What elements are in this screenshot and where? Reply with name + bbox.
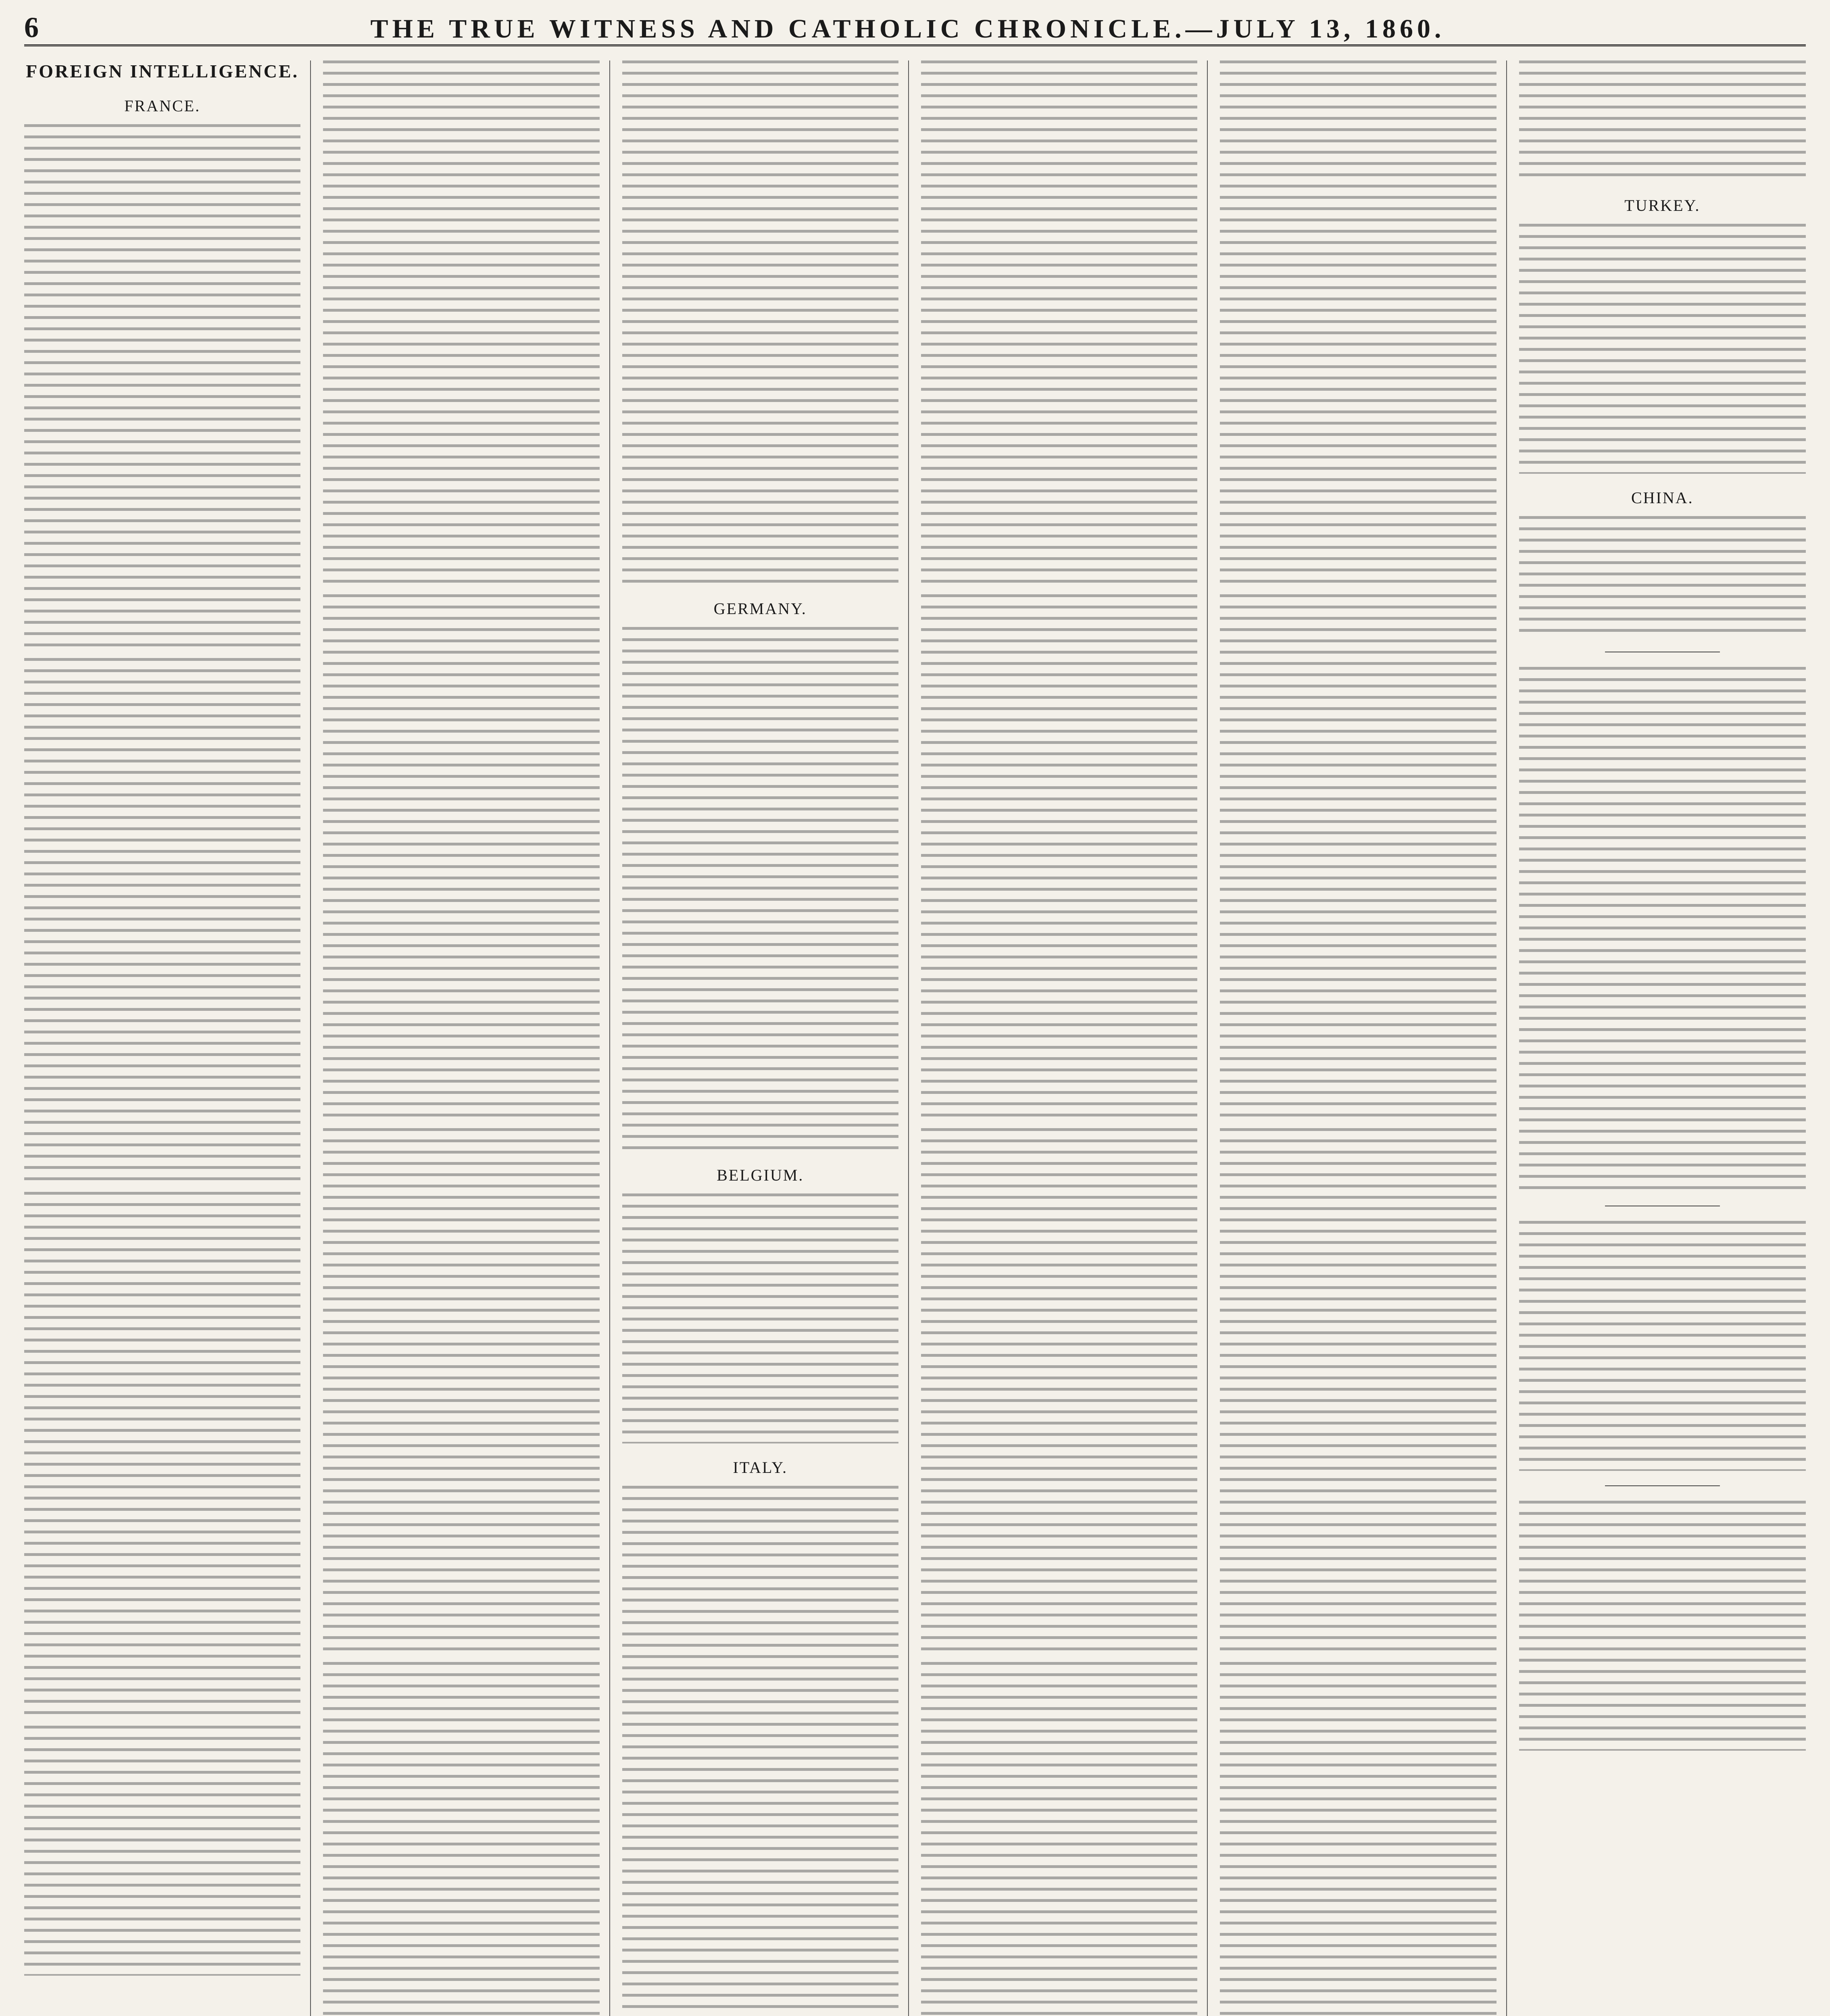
column-text-block [24, 124, 300, 648]
masthead [24, 8, 1806, 46]
running-title: THE TRUE WITNESS AND CATHOLIC CHRONICLE.—JULY 13, 1860. [370, 14, 1445, 44]
column-text-block [1220, 1128, 1496, 1652]
column-text-block [1519, 1501, 1806, 1751]
article-columns [24, 60, 1806, 2016]
column-text-block [622, 1193, 898, 1443]
column-text-block [622, 1486, 898, 2010]
page-number: 6 [24, 11, 39, 44]
column-text-block [323, 1662, 599, 2016]
column-text-block [1220, 1662, 1496, 2016]
column-text-block [24, 1192, 300, 1716]
column-text-block [1220, 594, 1496, 1118]
column-5 [1220, 60, 1507, 2016]
section-belgium: BELGIUM. [717, 1166, 804, 1184]
column-text-block [24, 1726, 300, 1976]
column-1 [24, 60, 311, 2016]
column-text-block [1519, 60, 1806, 181]
column-6 [1519, 60, 1806, 2016]
column-text-block [323, 594, 599, 1118]
section-turkey: TURKEY. [1624, 196, 1701, 215]
column-text-block [921, 60, 1197, 585]
section-france: FRANCE. [124, 97, 201, 115]
column-text-block [24, 658, 300, 1182]
section-foreign-intelligence: FOREIGN INTELLIGENCE. [26, 61, 299, 81]
column-text-block [921, 594, 1197, 1118]
column-3 [622, 60, 909, 2016]
column-text-block [323, 1128, 599, 1652]
column-text-block [1519, 667, 1806, 1191]
column-text-block [1519, 516, 1806, 637]
section-italy: ITALY. [733, 1458, 788, 1477]
section-china: CHINA. [1631, 489, 1694, 507]
column-2 [323, 60, 610, 2016]
column-text-block [921, 1662, 1197, 2016]
column-text-block [1519, 224, 1806, 474]
column-text-block [921, 1128, 1197, 1652]
column-text-block [1519, 1221, 1806, 1471]
column-text-block [1220, 60, 1496, 585]
divider [1605, 1485, 1720, 1486]
section-germany: GERMANY. [713, 600, 807, 618]
column-text-block [323, 60, 599, 585]
column-text-block [622, 60, 898, 585]
column-4 [921, 60, 1208, 2016]
column-text-block [622, 627, 898, 1151]
